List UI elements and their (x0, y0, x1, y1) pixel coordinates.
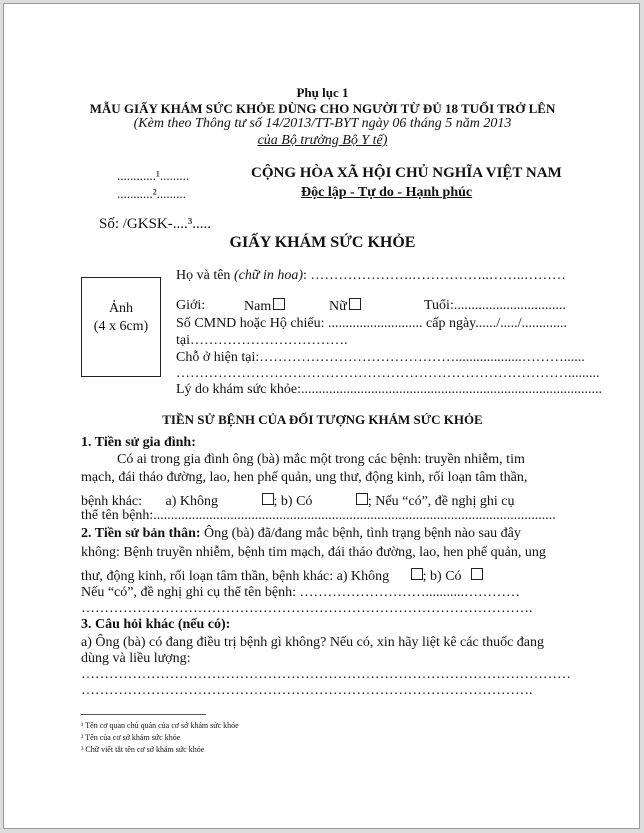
reason-field[interactable]: Lý do khám sức khỏe:...................................................................................... (176, 382, 603, 397)
medication-field-1[interactable]: …………………………………………………………………………………………… (81, 667, 571, 682)
name-label: Họ và tên (176, 268, 231, 283)
family-no-label: a) Không (165, 494, 219, 509)
footnote-1: ¹ Tên cơ quan chủ quản của cơ sở khám sức khỏe (81, 721, 239, 730)
personal-disease-continued-field[interactable]: ……………………………………………………………………………………. (81, 601, 533, 616)
document-page (3, 3, 640, 829)
name-row (176, 268, 566, 284)
footnote-divider (81, 714, 206, 715)
personal-yes-label: ; b) Có (422, 569, 462, 584)
address-field[interactable]: Chỗ ở hiện tại:……………………………………...................………...... (176, 350, 585, 365)
medication-field-2[interactable]: ……………………………………………………………………………………. (81, 683, 533, 698)
agency-line-1: ............¹......... (117, 168, 190, 183)
personal-history-line-1 (81, 526, 521, 542)
id-field[interactable]: Số CMND hoặc Hộ chiếu: ........................... cấp ngày....../...../............. (176, 316, 568, 331)
nation-motto: Độc lập - Tự do - Hạnh phúc (301, 185, 473, 200)
personal-history-line-2: không: Bệnh truyền nhiễm, bệnh tim mạch, đái tháo đường, lao, hen phế quản, ung (81, 545, 546, 560)
name-hint: (chữ in hoa) (233, 268, 304, 283)
family-yes-label: ; b) Có (273, 494, 313, 509)
personal-no-label: thư, động kinh, rối loạn tâm thần, bệnh khác: a) Không (81, 569, 390, 584)
family-yes-checkbox[interactable] (356, 493, 368, 505)
personal-disease-field[interactable]: Nếu “có”, đề nghị ghi cụ thể tên bệnh: ………………………...........………… (81, 585, 520, 600)
attached-line-1: (Kèm theo Thông tư số 14/2013/TT-BYT ngày 06 tháng 5 năm 2013 (133, 116, 512, 131)
footnote-2: ² Tên của cơ sở khám sức khỏe (81, 733, 181, 742)
personal-history-question: Ông (bà) đã/đang mắc bệnh, tình trạng bệnh nào sau đây (200, 526, 521, 541)
attached-line-2: của Bộ trưởng Bộ Y tế) (257, 133, 388, 148)
personal-yes-checkbox[interactable] (471, 568, 483, 580)
address-continued-field[interactable]: …………………………………………………………………………......... (176, 366, 600, 381)
agency-line-2: ...........²......... (117, 186, 186, 201)
other-question-line-2: dùng và liều lượng: (81, 651, 191, 666)
male-option[interactable] (244, 298, 285, 315)
other-questions-heading: 3. Câu hỏi khác (nếu có): (81, 617, 231, 632)
other-question-line-1: a) Ông (bà) có đang điều trị bệnh gì không? Nếu có, xin hãy liệt kê các thuốc đang (81, 635, 545, 650)
family-history-heading: 1. Tiền sử gia đình: (81, 435, 196, 450)
photo-size: (4 x 6cm) (93, 319, 149, 334)
age-field[interactable]: Tuổi:................................ (424, 298, 566, 313)
family-no-checkbox[interactable] (262, 493, 274, 505)
photo-box (81, 277, 161, 377)
document-number: Số: /GKSK-....³..... (99, 216, 212, 232)
appendix-label: Phụ lục 1 (296, 85, 349, 100)
issue-place-field[interactable]: tại……………………………. (176, 333, 348, 348)
male-label: Nam (244, 299, 272, 314)
family-disease-field[interactable]: thể tên bệnh:................................................................................................................... (81, 508, 556, 523)
document-title: GIẤY KHÁM SỨC KHỎE (229, 234, 416, 251)
family-history-line-2: mạch, đái tháo đường, lao, hen phế quản, ung thư, động kinh, rối loạn tâm thần, (81, 470, 528, 485)
nation-name: CỘNG HÒA XÃ HỘI CHỦ NGHĨA VIỆT NAM (251, 165, 562, 181)
male-checkbox[interactable] (273, 298, 285, 310)
personal-history-line-3 (81, 568, 483, 585)
female-option[interactable] (329, 298, 361, 315)
history-title: TIỀN SỬ BỆNH CỦA ĐỐI TƯỢNG KHÁM SỨC KHỎE (162, 412, 483, 427)
photo-label: Ảnh (108, 301, 134, 316)
family-history-line-1: Có ai trong gia đình ông (bà) mắc một trong các bệnh: truyền nhiễm, tim (117, 452, 525, 467)
form-title: MẪU GIẤY KHÁM SỨC KHỎE DÙNG CHO NGƯỜI TỪ ĐỦ 18 TUỔI TRỞ LÊN (89, 101, 556, 116)
name-field[interactable]: : ………………….……………..……..……… (303, 268, 566, 283)
footnote-3: ³ Chữ viết tắt tên cơ sở khám sức khỏe (81, 745, 205, 754)
gender-label: Giới: (176, 298, 206, 313)
family-other-label: bệnh khác: (81, 494, 143, 509)
female-label: Nữ (329, 299, 347, 314)
personal-no-checkbox[interactable] (411, 568, 423, 580)
personal-history-heading: 2. Tiền sử bản thân: (81, 526, 201, 541)
female-checkbox[interactable] (349, 298, 361, 310)
family-if-yes: ; Nếu “có”, đề nghị ghi cụ (367, 494, 515, 509)
